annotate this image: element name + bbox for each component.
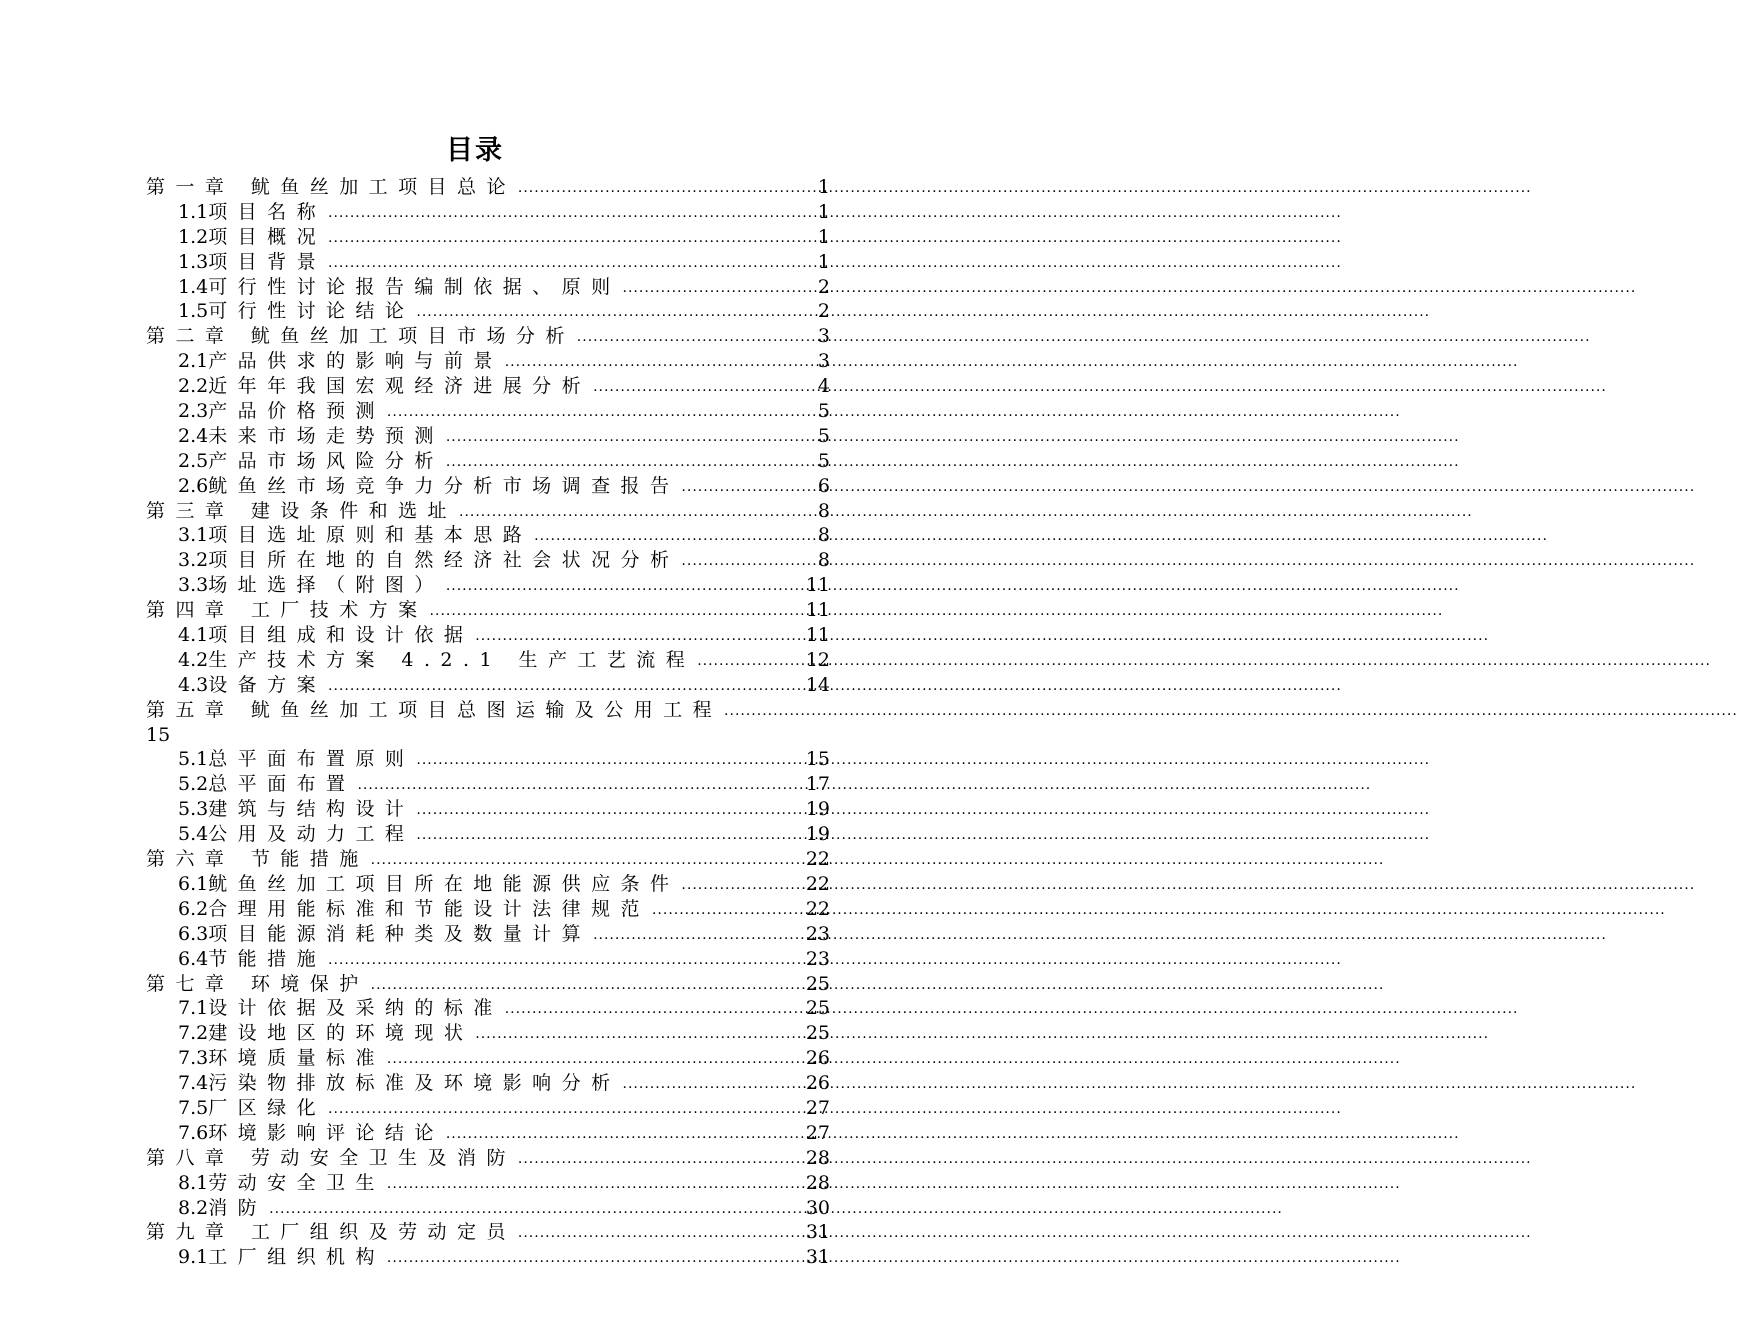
toc-section-entry[interactable] [146, 573, 830, 598]
toc-section-entry[interactable] [146, 648, 830, 673]
toc-entry-number: 6.2 [178, 897, 209, 920]
dot-leader [446, 1122, 790, 1147]
toc-page-number: 11 [805, 574, 830, 597]
dot-leader [387, 1246, 790, 1271]
toc-section-entry[interactable] [146, 523, 830, 548]
toc-section-entry[interactable] [146, 922, 830, 947]
dot-leader [328, 226, 790, 251]
toc-entry-number: 6.4 [178, 947, 209, 970]
toc-entry-number: 4.3 [178, 673, 209, 696]
toc-entry-label: 环境影响评论结论 [208, 1121, 444, 1144]
toc-section-entry[interactable] [146, 1046, 830, 1071]
toc-entry-number: 2.1 [178, 350, 209, 373]
toc-page-number: 4 [817, 375, 830, 398]
toc-entry-label: 项目组成和设计依据 [208, 624, 474, 647]
dot-leader [328, 1097, 790, 1122]
toc-entry-label: 公用及动力工程 [208, 823, 415, 846]
toc-entry-number: 5.3 [178, 798, 209, 821]
toc-entry-number: 3.3 [178, 574, 209, 597]
toc-entry-number: 4.2 [178, 648, 209, 671]
toc-section-entry[interactable] [146, 424, 830, 449]
dot-leader [371, 973, 790, 998]
dot-leader [416, 748, 790, 773]
toc-entry-number: 7.1 [178, 997, 209, 1020]
toc-entry-number: 2.5 [178, 449, 209, 472]
dot-leader [577, 325, 790, 350]
toc-section-entry[interactable] [146, 996, 830, 1021]
toc-page-number: 17 [805, 773, 830, 796]
toc-page-number: 28 [805, 1146, 830, 1169]
toc-page-number: 1 [817, 250, 830, 273]
toc-entry-number: 7.2 [178, 1022, 209, 1045]
toc-entry-label: 设计依据及采纳的标准 [208, 997, 503, 1020]
toc-section-entry[interactable] [146, 797, 830, 822]
dot-leader [328, 948, 790, 973]
toc-section-entry[interactable] [146, 623, 830, 648]
toc-entry-label: 项目选址原则和基本思路 [208, 524, 533, 547]
toc-entry-number: 6.3 [178, 922, 209, 945]
toc-entry-label: 第六章 节能措施 [146, 848, 369, 871]
toc-section-entry[interactable] [146, 225, 830, 250]
toc-section-entry[interactable] [146, 822, 830, 847]
dot-leader [724, 699, 828, 724]
toc-page-number: 2 [817, 300, 830, 323]
toc-entry-label: 场址选择（附图） [208, 574, 444, 597]
toc-entry-label: 未来市场走势预测 [208, 424, 444, 447]
table-of-contents [146, 175, 830, 1270]
toc-entry-label: 节能措施 [208, 947, 327, 970]
dot-leader [446, 425, 790, 450]
dot-leader [518, 176, 790, 201]
toc-section-entry[interactable] [146, 872, 830, 897]
dot-leader [475, 624, 790, 649]
toc-entry-number: 5.4 [178, 823, 209, 846]
toc-entry-label: 产品市场风险分析 [208, 449, 444, 472]
toc-entry-number: 8.1 [178, 1171, 209, 1194]
dot-leader [416, 300, 790, 325]
dot-leader [593, 375, 790, 400]
toc-section-entry[interactable] [146, 474, 830, 499]
toc-section-entry[interactable] [146, 449, 830, 474]
toc-entry-number: 3.1 [178, 524, 209, 547]
dot-leader [430, 599, 790, 624]
toc-entry-label: 第七章 环境保护 [146, 972, 369, 995]
toc-page-number: 15 [146, 723, 171, 746]
toc-page-number: 11 [805, 624, 830, 647]
toc-entry-label: 项目能源消耗种类及数量计算 [208, 922, 592, 945]
toc-page-number: 6 [817, 474, 830, 497]
dot-leader [387, 1172, 790, 1197]
toc-page-number: 5 [817, 424, 830, 447]
dot-leader [269, 1197, 790, 1222]
toc-page-number: 26 [805, 1047, 830, 1070]
dot-leader [416, 823, 790, 848]
toc-section-entry[interactable] [146, 897, 830, 922]
toc-entry-label: 总平面布置 [208, 773, 356, 796]
toc-page-number: 27 [805, 1096, 830, 1119]
toc-page-number: 19 [805, 798, 830, 821]
toc-page-number: 5 [817, 449, 830, 472]
toc-section-entry[interactable] [146, 275, 830, 300]
toc-section-entry[interactable] [146, 1021, 830, 1046]
toc-page-number: 25 [805, 1022, 830, 1045]
toc-section-entry[interactable] [146, 374, 830, 399]
toc-entry-label: 环境质量标准 [208, 1047, 385, 1070]
toc-section-entry[interactable] [146, 349, 830, 374]
toc-entry-label: 鱿鱼丝加工项目所在地能源供应条件 [208, 872, 680, 895]
toc-page-number: 22 [805, 897, 830, 920]
toc-section-entry[interactable] [146, 1196, 830, 1221]
toc-entry-label: 污染物排放标准及环境影响分析 [208, 1072, 621, 1095]
toc-entry-label: 项目名称 [208, 200, 327, 223]
dot-leader [681, 475, 790, 500]
dot-leader [387, 1047, 790, 1072]
toc-section-entry[interactable] [146, 747, 830, 772]
toc-entry-number: 7.5 [178, 1096, 209, 1119]
toc-page-number: 30 [805, 1196, 830, 1219]
toc-entry-label: 第二章 鱿鱼丝加工项目市场分析 [146, 325, 575, 348]
toc-page-number: 31 [805, 1221, 830, 1244]
toc-section-entry[interactable] [146, 399, 830, 424]
toc-entry-number: 6.1 [178, 872, 209, 895]
toc-page-number: 22 [805, 872, 830, 895]
toc-entry-label: 建设地区的环境现状 [208, 1022, 474, 1045]
toc-entry-label: 可行性讨论报告编制依据、原则 [208, 275, 621, 298]
toc-entry-number: 7.4 [178, 1072, 209, 1095]
toc-entry-number: 4.1 [178, 624, 209, 647]
toc-section-entry[interactable] [146, 1245, 830, 1270]
toc-entry-number: 1.2 [178, 225, 209, 248]
toc-entry-number: 3.2 [178, 549, 209, 572]
dot-leader [357, 773, 790, 798]
dot-leader [623, 276, 790, 301]
toc-entry-number: 5.1 [178, 748, 209, 771]
toc-section-entry[interactable] [146, 1171, 830, 1196]
toc-page-number: 11 [805, 599, 830, 622]
toc-page-number: 1 [817, 176, 830, 198]
toc-section-entry[interactable] [146, 673, 830, 698]
dot-leader [534, 524, 790, 549]
toc-entry-label: 劳动安全卫生 [208, 1171, 385, 1194]
toc-chapter-entry[interactable] [146, 1146, 830, 1171]
toc-entry-number: 1.4 [178, 275, 209, 298]
dot-leader [475, 1022, 790, 1047]
toc-entry-number: 5.2 [178, 773, 209, 796]
dot-leader [518, 1221, 790, 1246]
toc-entry-number: 8.2 [178, 1196, 209, 1219]
toc-page-number: 14 [805, 673, 830, 696]
toc-entry-label: 设备方案 [208, 673, 327, 696]
dot-leader [387, 400, 790, 425]
toc-entry-label: 鱿鱼丝市场竞争力分析市场调查报告 [208, 474, 680, 497]
toc-entry-label: 厂区绿化 [208, 1096, 327, 1119]
dot-leader [328, 201, 790, 226]
dot-leader [593, 923, 790, 948]
toc-entry-number: 2.3 [178, 400, 209, 423]
toc-entry-number: 2.6 [178, 474, 209, 497]
toc-section-entry[interactable] [146, 772, 830, 797]
toc-page-number: 25 [805, 997, 830, 1020]
toc-entry-label: 第三章 建设条件和选址 [146, 499, 457, 522]
toc-entry-number: 1.5 [178, 300, 209, 323]
toc-entry-label: 第四章 工厂技术方案 [146, 599, 428, 622]
toc-page-number: 23 [805, 947, 830, 970]
toc-page-number: 27 [805, 1121, 830, 1144]
toc-page-number: 5 [817, 400, 830, 423]
dot-leader [681, 549, 790, 574]
dot-leader [459, 500, 790, 525]
dot-leader [328, 251, 790, 276]
dot-leader [681, 873, 790, 898]
toc-page-number: 2 [817, 275, 830, 298]
toc-section-entry[interactable] [146, 250, 830, 275]
toc-entry-label: 可行性讨论结论 [208, 300, 415, 323]
toc-chapter-entry[interactable] [146, 175, 830, 200]
toc-entry-number: 1.3 [178, 250, 209, 273]
toc-page-number: 3 [817, 325, 830, 348]
toc-page-number: 25 [805, 972, 830, 995]
toc-entry-label: 总平面布置原则 [208, 748, 415, 771]
toc-section-entry[interactable] [146, 947, 830, 972]
toc-page-number: 8 [817, 549, 830, 572]
toc-page-number: 8 [817, 499, 830, 522]
toc-entry-label: 建筑与结构设计 [208, 798, 415, 821]
toc-entry-number: 7.3 [178, 1047, 209, 1070]
toc-section-entry[interactable] [146, 1096, 830, 1121]
toc-page-number: 1 [817, 200, 830, 223]
toc-entry-label: 第一章 鱿鱼丝加工项目总论 [146, 176, 516, 198]
toc-section-entry[interactable] [146, 299, 830, 324]
toc-entry-number: 7.6 [178, 1121, 209, 1144]
toc-entry-number: 2.4 [178, 424, 209, 447]
toc-entry-label: 生产技术方案 4.2.1 生产工艺流程 [208, 648, 696, 671]
toc-chapter-entry[interactable] [146, 499, 830, 524]
toc-entry-label: 产品价格预测 [208, 400, 385, 423]
dot-leader [505, 350, 790, 375]
toc-section-entry[interactable] [146, 1121, 830, 1146]
toc-chapter-entry[interactable] [146, 598, 830, 623]
dot-leader [518, 1147, 790, 1172]
toc-page-number: 12 [805, 648, 830, 671]
toc-chapter-entry[interactable] [146, 698, 830, 723]
toc-page-number: 23 [805, 922, 830, 945]
toc-entry-label: 消防 [208, 1196, 268, 1219]
toc-entry-label: 近年年我国宏观经济进展分析 [208, 375, 592, 398]
toc-section-entry[interactable] [146, 200, 830, 225]
toc-page-number: 31 [805, 1246, 830, 1269]
toc-chapter-entry[interactable] [146, 1220, 830, 1245]
toc-title: 目录 [446, 135, 504, 166]
toc-entry-label: 第九章 工厂组织及劳动定员 [146, 1221, 516, 1244]
toc-section-entry[interactable] [146, 1071, 830, 1096]
dot-leader [652, 898, 790, 923]
dot-leader [505, 997, 790, 1022]
toc-entry-number: 1.1 [178, 200, 209, 223]
toc-page-number: 8 [817, 524, 830, 547]
toc-entry-label: 项目所在地的自然经济社会状况分析 [208, 549, 680, 572]
dot-leader [416, 798, 790, 823]
toc-entry-label: 第五章 鱿鱼丝加工项目总图运输及公用工程 [146, 698, 723, 721]
toc-page-number: 1 [817, 225, 830, 248]
toc-chapter-entry[interactable] [146, 324, 830, 349]
toc-entry-label: 产品供求的影响与前景 [208, 350, 503, 373]
toc-chapter-entry[interactable] [146, 847, 830, 872]
toc-entry-label: 项目背景 [208, 250, 327, 273]
dot-leader [328, 674, 790, 699]
dot-leader [623, 1072, 790, 1097]
toc-page-number: 15 [805, 748, 830, 771]
toc-section-entry[interactable] [146, 548, 830, 573]
toc-page-number: 28 [805, 1171, 830, 1194]
toc-entry-label: 项目概况 [208, 225, 327, 248]
toc-entry-label: 合理用能标准和节能设计法律规范 [208, 897, 650, 920]
toc-entry-number: 9.1 [178, 1246, 209, 1269]
toc-entry-label: 工厂组织机构 [208, 1246, 385, 1269]
toc-entry-number: 2.2 [178, 375, 209, 398]
dot-leader [697, 649, 790, 674]
toc-page-number: 22 [805, 848, 830, 871]
toc-page-number: 3 [817, 350, 830, 373]
toc-chapter-entry[interactable] [146, 972, 830, 997]
dot-leader [446, 574, 790, 599]
toc-page-number: 26 [805, 1072, 830, 1095]
dot-leader [446, 450, 790, 475]
toc-entry-label: 第八章 劳动安全卫生及消防 [146, 1146, 516, 1169]
toc-page-number: 19 [805, 823, 830, 846]
dot-leader [371, 848, 790, 873]
